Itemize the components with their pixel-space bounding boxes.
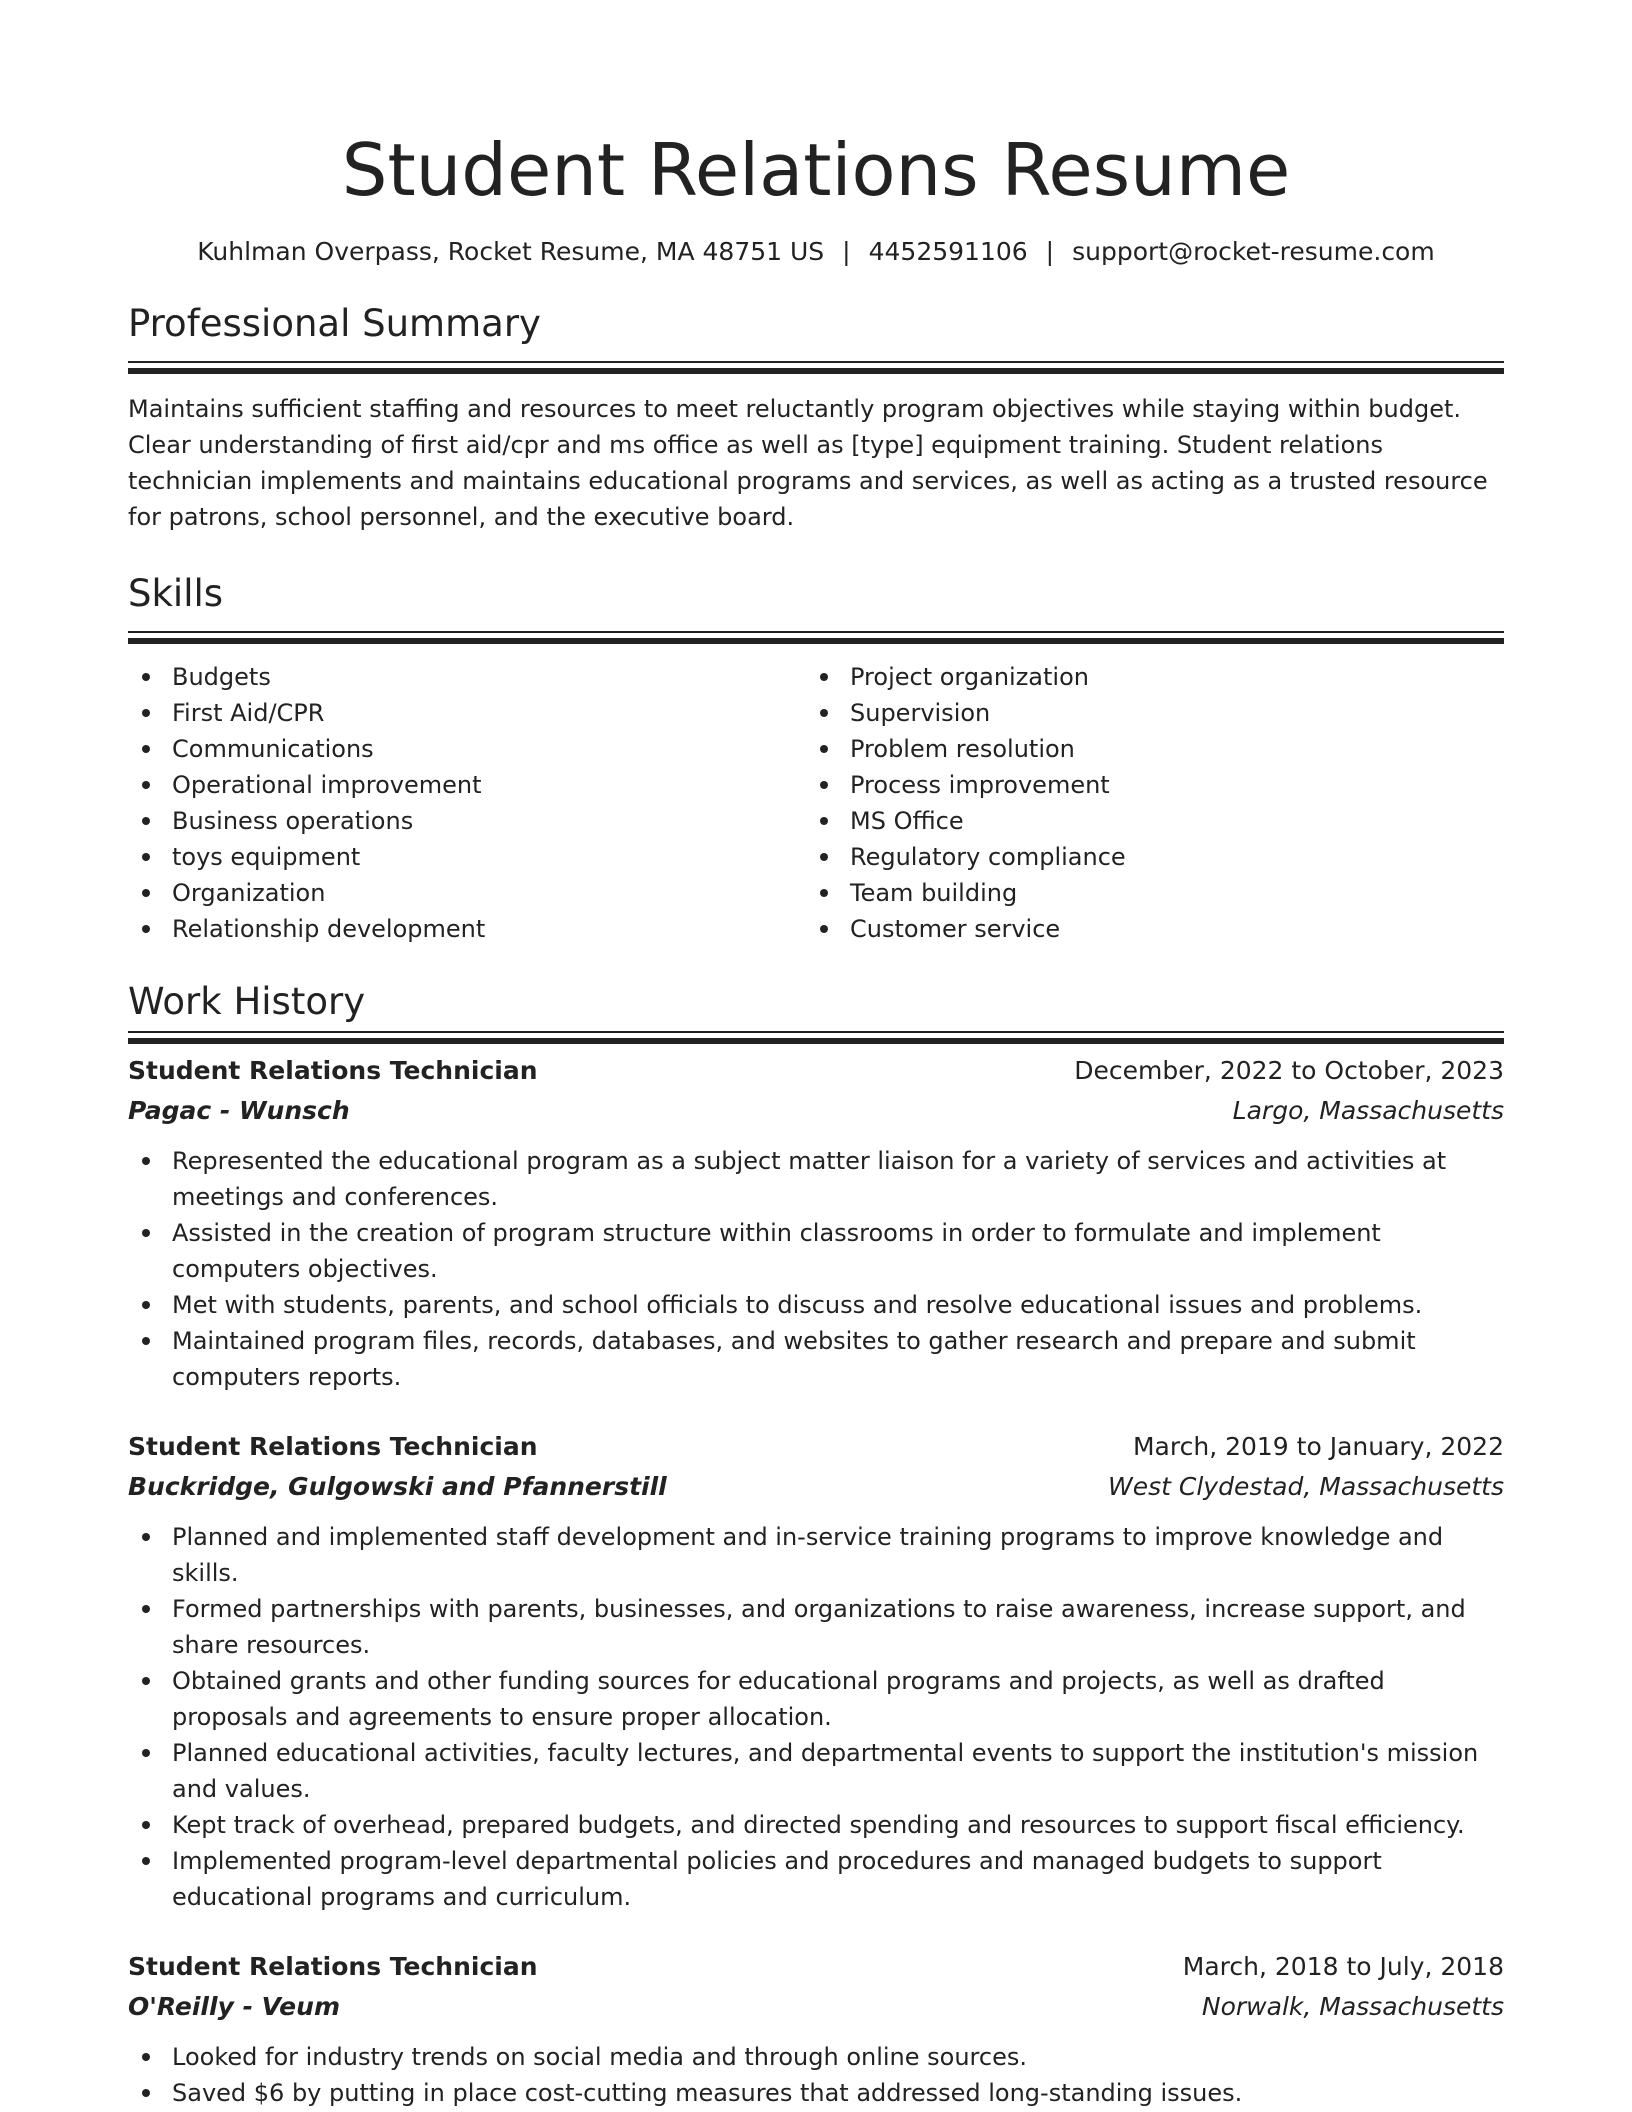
skill-item: Business operations — [128, 803, 806, 839]
job-header — [128, 1051, 1504, 1091]
skill-item: Customer service — [806, 911, 1484, 947]
job-entry — [128, 1051, 1504, 1395]
skills-list — [128, 659, 1504, 947]
skill-item: Supervision — [806, 695, 1484, 731]
skill-item: Regulatory compliance — [806, 839, 1484, 875]
job-bullet: Kept track of overhead, prepared budgets, and directed spending and resources to support fiscal efficiency. — [128, 1807, 1504, 1843]
work-history-heading: Work History — [128, 980, 366, 1023]
summary-text: Maintains sufficient staffing and resources to meet reluctantly program objectives while staying within budget. Clear understanding of first aid/cpr and ms office as well as [type] equipment training. Student relations technician implements and maintains educational programs and services, as well as acting as a trusted resource for patrons, school personnel, and the executive board. — [128, 395, 1488, 531]
contact-separator: | — [1045, 237, 1055, 266]
skill-item: Process improvement — [806, 767, 1484, 803]
job-bullet: Saved $6 by putting in place cost-cutting measures that addressed long-standing issues. — [128, 2075, 1504, 2111]
job-location: Largo, Massachusetts — [1232, 1096, 1504, 1125]
section-divider — [128, 1031, 1504, 1045]
job-bullet: Obtained grants and other funding sources for educational programs and projects, as well as drafted proposals and agreements to ensure proper allocation. — [128, 1663, 1504, 1735]
job-subheader — [128, 1091, 1504, 1131]
resume-page — [128, 0, 1504, 2111]
contact-phone: 4452591106 — [868, 237, 1028, 266]
skill-item: MS Office — [806, 803, 1484, 839]
contact-line — [128, 235, 1504, 269]
job-subheader — [128, 1987, 1504, 2027]
skill-item: Organization — [128, 875, 806, 911]
job-bullet: Planned educational activities, faculty lectures, and departmental events to support the institution's mission and values. — [128, 1735, 1504, 1807]
job-bullet: Formed partnerships with parents, businesses, and organizations to raise awareness, increase support, and share resources. — [128, 1591, 1504, 1663]
job-bullet: Implemented program-level departmental policies and procedures and managed budgets to support educational programs and curriculum. — [128, 1843, 1504, 1915]
job-bullet: Looked for industry trends on social media and through online sources. — [128, 2039, 1504, 2075]
summary-section — [128, 299, 1504, 535]
skills-column-right — [806, 659, 1484, 947]
skills-section — [128, 569, 1504, 947]
skill-item: First Aid/CPR — [128, 695, 806, 731]
skills-heading: Skills — [128, 572, 224, 615]
job-header — [128, 1947, 1504, 1987]
job-bullet: Assisted in the creation of program structure within classrooms in order to formulate and implement computers objectives. — [128, 1215, 1504, 1287]
job-company: Buckridge, Gulgowski and Pfannerstill — [128, 1472, 667, 1501]
job-bullet: Represented the educational program as a subject matter liaison for a variety of services and activities at meetings and conferences. — [128, 1143, 1504, 1215]
job-bullets — [128, 2039, 1504, 2111]
job-entry — [128, 1427, 1504, 1915]
job-location: Norwalk, Massachusetts — [1201, 1992, 1504, 2021]
section-divider — [128, 631, 1504, 645]
skill-item: Operational improvement — [128, 767, 806, 803]
contact-separator: | — [842, 237, 851, 266]
job-entry — [128, 1947, 1504, 2111]
contact-address: Kuhlman Overpass, Rocket Resume, MA 48751 US — [197, 237, 825, 266]
job-location: West Clydestad, Massachusetts — [1108, 1472, 1504, 1501]
job-company: O'Reilly - Veum — [128, 1992, 340, 2021]
job-dates: March, 2019 to January, 2022 — [1132, 1432, 1504, 1461]
job-dates: March, 2018 to July, 2018 — [1182, 1952, 1504, 1981]
skills-column-left — [128, 659, 806, 947]
job-subheader — [128, 1467, 1504, 1507]
skill-item: Problem resolution — [806, 731, 1484, 767]
skill-item: Budgets — [128, 659, 806, 695]
skill-item: Relationship development — [128, 911, 806, 947]
job-bullet: Met with students, parents, and school officials to discuss and resolve educational issues and problems. — [128, 1287, 1504, 1323]
section-divider — [128, 361, 1504, 375]
job-title: Student Relations Technician — [128, 1056, 538, 1085]
job-header — [128, 1427, 1504, 1467]
job-bullet: Maintained program files, records, databases, and websites to gather research and prepare and submit computers reports. — [128, 1323, 1504, 1395]
summary-heading: Professional Summary — [128, 302, 541, 345]
job-title: Student Relations Technician — [128, 1952, 538, 1981]
job-bullets — [128, 1143, 1504, 1395]
skill-item: toys equipment — [128, 839, 806, 875]
job-bullets — [128, 1519, 1504, 1915]
job-title: Student Relations Technician — [128, 1432, 538, 1461]
job-bullet: Planned and implemented staff development and in-service training programs to improve knowledge and skills. — [128, 1519, 1504, 1591]
resume-title: Student Relations Resume — [341, 128, 1291, 212]
contact-email: support@rocket-resume.com — [1072, 237, 1435, 266]
skill-item: Communications — [128, 731, 806, 767]
work-history-section — [128, 977, 1504, 2111]
job-dates: December, 2022 to October, 2023 — [1074, 1056, 1504, 1085]
job-company: Pagac - Wunsch — [128, 1096, 350, 1125]
skill-item: Team building — [806, 875, 1484, 911]
skill-item: Project organization — [806, 659, 1484, 695]
